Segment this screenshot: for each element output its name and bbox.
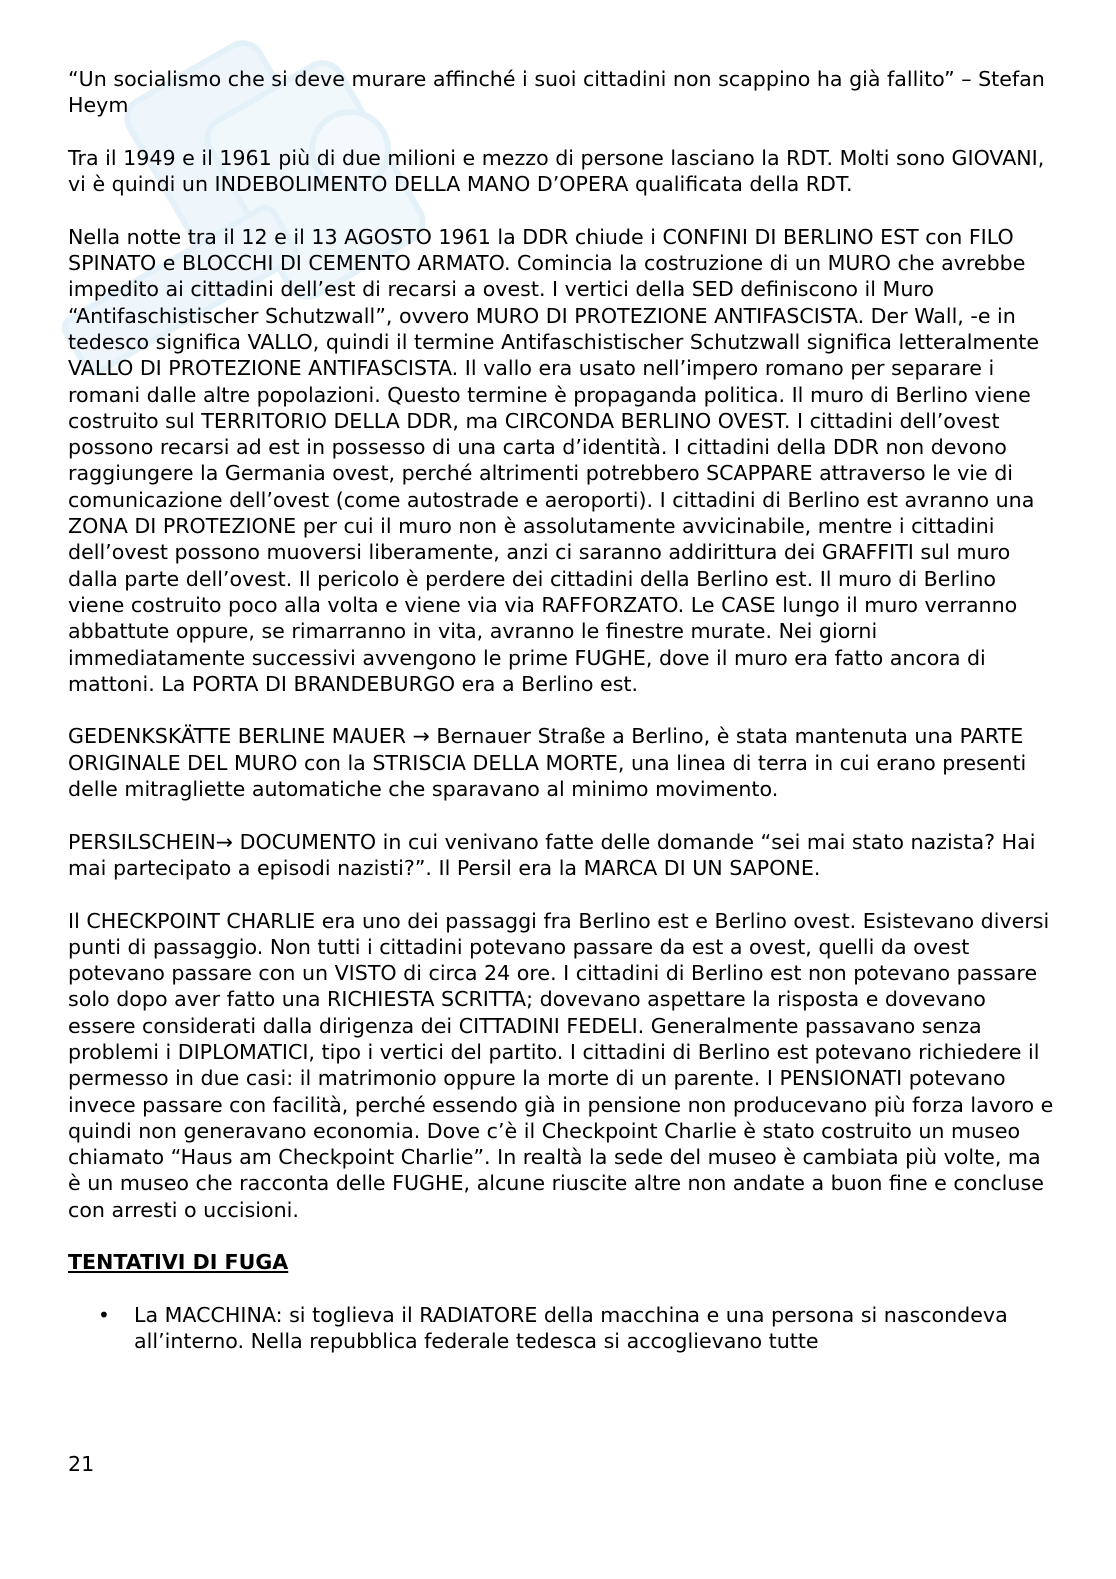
section-heading: TENTATIVI DI FUGA: [68, 1250, 289, 1275]
quote-paragraph: “Un socialismo che si deve murare affinché i suoi cittadini non scappino ha già fallito” – Stefan Heym: [68, 67, 1045, 118]
document-body: [68, 66, 1058, 1355]
bullet-list: [68, 1302, 1058, 1355]
bullet-icon: •: [98, 1302, 110, 1327]
emigration-paragraph: Tra il 1949 e il 1961 più di due milioni e mezzo di persone lasciano la RDT. Molti sono GIOVANI, vi è quindi un INDEBOLIMENTO DELLA MANO D’OPERA qualificata della RDT.: [68, 145, 1045, 197]
persilschein-paragraph: PERSILSCHEIN→ DOCUMENTO in cui venivano fatte delle domande “sei mai stato nazista? Hai mai partecipato a episodi nazisti?”. Il Persil era la MARCA DI UN SAPONE.: [68, 829, 1036, 880]
checkpoint-charlie-paragraph: Il CHECKPOINT CHARLIE era uno dei passaggi fra Berlino est e Berlino ovest. Esistevano diversi punti di passaggio. Non tutti i cittadini potevano passare da est a ovest, quelli da ovest potevano passare con un VISTO di circa 24 ore. I cittadini di Berlino est non potevano passare solo dopo aver fatto una RICHIESTA SCRITTA; dovevano aspettare la risposta e dovevano essere considerati dalla dirigenza dei CITTADINI FEDELI. Generalmente passavano senza problemi i DIPLOMATICI, tipo i vertici del partito. I cittadini di Berlino est potevano richiedere il permesso in due casi: il matrimonio oppure la morte di un parente. I PENSIONATI potevano invece passare con facilità, perché essendo già in pensione non producevano più forza lavoro e quindi non generavano economia. Dove c’è il Checkpoint Charlie è stato costruito un museo chiamato “Haus am Checkpoint Charlie”. In realtà la sede del museo è cambiata più volte, ma è un museo che racconta delle FUGHE, alcune riuscite altre non andate a buon fine e concluse con arresti o uccisioni.: [68, 908, 1054, 1222]
page-number: 21: [68, 1452, 95, 1476]
memorial-paragraph: GEDENKSKÄTTE BERLINE MAUER → Bernauer Straße a Berlino, è stata mantenuta una PARTE ORIGINALE DEL MURO con la STRISCIA DELLA MORTE, una linea di terra in cui erano presenti delle mitragliette automatiche che sparavano al minimo movimento.: [68, 724, 1027, 802]
list-item-text: La MACCHINA: si toglieva il RADIATORE della macchina e una persona si nascondeva all’interno. Nella repubblica federale tedesca si accoglievano tutte: [134, 1302, 1008, 1354]
berlin-wall-paragraph: Nella notte tra il 12 e il 13 AGOSTO 1961 la DDR chiude i CONFINI DI BERLINO EST con FILO SPINATO e BLOCCHI DI CEMENTO ARMATO. Comincia la costruzione di un MURO che avrebbe impedito ai cittadini dell’est di recarsi a ovest. I vertici della SED definiscono il Muro “Antifaschistischer Schutzwall”, ovvero MURO DI PROTEZIONE ANTIFASCISTA. Der Wall, -e in tedesco significa VALLO, quindi il termine Antifaschistischer Schutzwall significa letteralmente VALLO DI PROTEZIONE ANTIFASCISTA. Il vallo era usato nell’impero romano per separare i romani dalle altre popolazioni. Questo termine è propaganda politica. Il muro di Berlino viene costruito sul TERRITORIO DELLA DDR, ma CIRCONDA BERLINO OVEST. I cittadini dell’ovest possono recarsi ad est in possesso di una carta d’identità. I cittadini della DDR non devono raggiungere la Germania ovest, perché altrimenti potrebbero SCAPPARE attraverso le vie di comunicazione dell’ovest (come autostrade e aeroporti). I cittadini di Berlino est avranno una ZONA DI PROTEZIONE per cui il muro non è assolutamente avvicinabile, mentre i cittadini dell’ovest possono muoversi liberamente, anzi ci saranno addirittura dei GRAFFITI sul muro dalla parte dell’ovest. Il pericolo è perdere dei cittadini della Berlino est. Il muro di Berlino viene costruito poco alla volta e viene via via RAFFORZATO. Le CASE lungo il muro verranno abbattute oppure, se rimarranno in vita, avranno le finestre murate. Nei giorni immediatamente successivi avvengono le prime FUGHE, dove il muro era fatto ancora di mattoni. La PORTA DI BRANDEBURGO era a Berlino est.: [68, 224, 1040, 696]
list-item: [68, 1302, 1058, 1355]
